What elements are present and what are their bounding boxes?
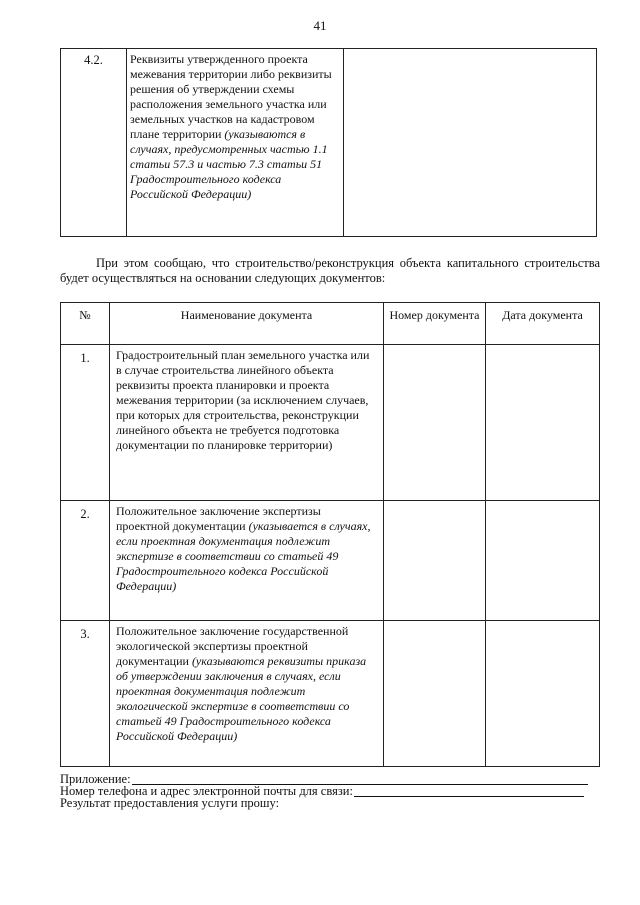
- document-number-field[interactable]: [384, 501, 486, 621]
- row-label-text: Реквизиты утвержденного проекта межевания территории либо реквизиты решения об утверждении схемы расположения земельного участка или земельных участков на кадастровом плане территории: [130, 52, 332, 141]
- contact-label: Номер телефона и адрес электронной почты для связи:: [60, 784, 353, 798]
- row-number: 3.: [61, 621, 110, 767]
- document-date-field[interactable]: [486, 501, 600, 621]
- row-number: 2.: [61, 501, 110, 621]
- document-name: Градостроительный план земельного участка или в случае строительства линейного объекта реквизиты проекта планировки и проекта межевания территории (за исключением случаев, при которых для строительства, реконструкции линейного объекта не требуется подготовка документации по планировке территории): [116, 348, 370, 452]
- page-number: 41: [313, 18, 327, 33]
- row-number: 4.2.: [61, 49, 127, 237]
- document-date-field[interactable]: [486, 345, 600, 501]
- table-row: [61, 501, 600, 621]
- document-name-note: (указывается в случаях, если проектная документация подлежит экспертизе в соответствии со статьей 49 Градостроительного кодекса Российской Федерации): [116, 519, 371, 593]
- contact-field[interactable]: [354, 795, 584, 797]
- table-row: [61, 345, 600, 501]
- intro-paragraph: При этом сообщаю, что строительство/реконструкция объекта капитального строительства будет осуществляться на основании следующих документов:: [60, 256, 600, 285]
- result-label: Результат предоставления услуги прошу:: [60, 796, 280, 810]
- document-name: [110, 621, 383, 744]
- document-number-field[interactable]: [384, 345, 486, 501]
- property-details-table: [60, 48, 597, 237]
- document-name: [110, 501, 383, 594]
- document-name-note: (указываются реквизиты приказа об утверждении заключения в случаях, если проектная документация подлежит экологической экспертизе в соответствии со статьей 49 Градостроительного кодекса Российской Федерации): [116, 654, 367, 743]
- document-number-field[interactable]: [384, 621, 486, 767]
- document-name-cell: [110, 345, 384, 501]
- table-header-row: [61, 303, 600, 345]
- row-label-note: (указываются в случаях, предусмотренных частью 1.1 статьи 57.3 и частью 7.3 статьи 51 Градостроительного кодекса Российской Федерации): [130, 127, 328, 201]
- documents-table: [60, 302, 600, 767]
- header-document-date: Дата документа: [486, 303, 600, 345]
- document-name-text: Положительное заключение экспертизы проектной документации: [116, 504, 321, 533]
- result-line: [60, 797, 600, 809]
- header-document-name: Наименование документа: [110, 303, 384, 345]
- table-row: [61, 621, 600, 767]
- table-row: [61, 49, 597, 237]
- row-label: [127, 49, 343, 202]
- document-date-field[interactable]: [486, 621, 600, 767]
- attachment-label: Приложение:: [60, 772, 131, 786]
- document-name-text: Положительное заключение государственной экологической экспертизы проектной документации: [116, 624, 349, 668]
- row-label-cell: [127, 49, 344, 237]
- row-number: 1.: [61, 345, 110, 501]
- row-value-field[interactable]: [344, 49, 597, 237]
- header-document-number: Номер документа: [384, 303, 486, 345]
- document-name-cell: [110, 501, 384, 621]
- document-name-cell: [110, 621, 384, 767]
- form-footer: [60, 773, 600, 809]
- header-number: №: [61, 303, 110, 345]
